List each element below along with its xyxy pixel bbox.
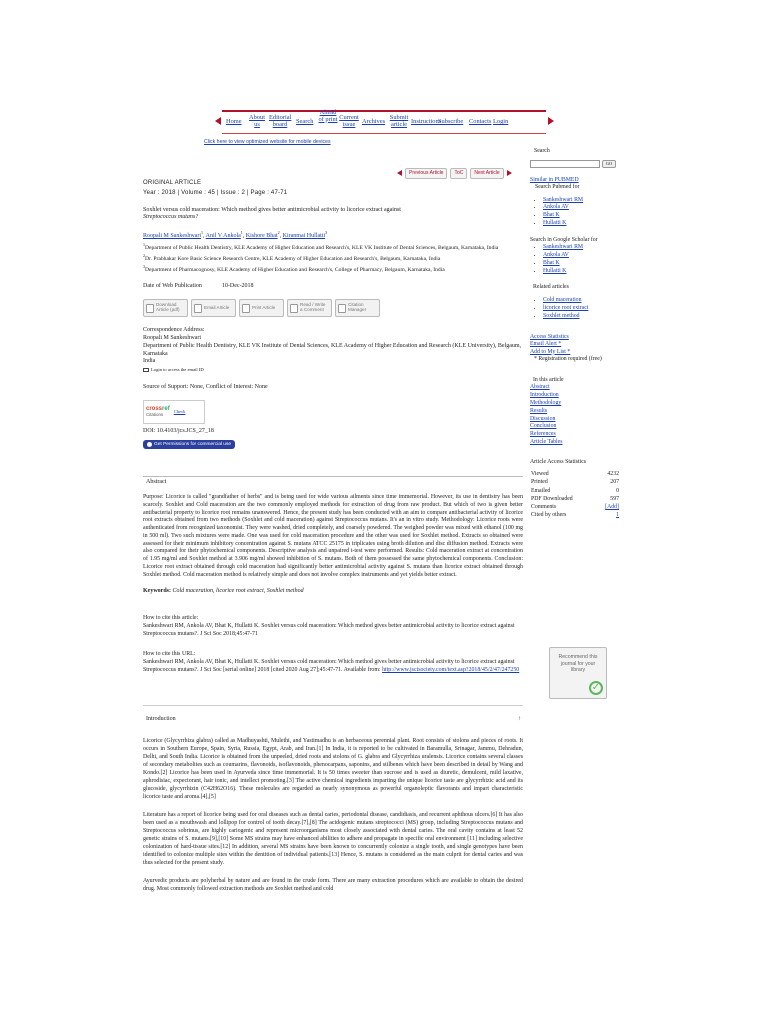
article-navigation bbox=[397, 168, 512, 179]
nav-item-contacts[interactable]: Contacts bbox=[469, 118, 492, 125]
nav-right-arrow-icon bbox=[548, 117, 554, 125]
search-row bbox=[530, 160, 630, 168]
affiliation-list bbox=[143, 242, 523, 274]
related-articles-label: Related articles bbox=[533, 283, 569, 290]
pubmed-author[interactable] bbox=[543, 197, 630, 205]
next-article-button[interactable]: Next Article bbox=[470, 168, 503, 179]
author-sup: 1 bbox=[240, 230, 243, 236]
nav-item-archives[interactable]: Archives bbox=[362, 118, 386, 125]
access-statistics-link[interactable]: Access Statistics bbox=[530, 333, 569, 340]
stats-row bbox=[530, 503, 620, 511]
doi: DOI: 10.4103/jcs.JCS_27_18 bbox=[143, 427, 214, 434]
toc-link[interactable]: Introduction bbox=[530, 392, 559, 399]
author-list: Roopali M Sankeshwari$^1$, Anil V Ankola$^1$, Kishore Bhat$^2$, Kiranmai Hullatti$^3$ bbox=[143, 230, 328, 240]
cite-url-label: How to cite this URL: bbox=[143, 651, 196, 658]
scholar-author[interactable] bbox=[543, 244, 630, 252]
pubmed-label: Search Pubmed for bbox=[535, 184, 580, 191]
right-sidebar bbox=[530, 148, 630, 519]
next-arrow-icon bbox=[507, 170, 512, 176]
support-statement: Source of Support: None, Conflict of Interest: None bbox=[143, 384, 268, 391]
scholar-author-link[interactable]: Ankola AV bbox=[543, 252, 569, 259]
tool-label: Download Article (pdf) bbox=[156, 302, 180, 313]
toc-link[interactable]: Discussion bbox=[530, 415, 556, 422]
related-article[interactable] bbox=[543, 305, 630, 313]
keywords-row bbox=[143, 588, 523, 596]
stats-row bbox=[530, 487, 620, 495]
top-navigation bbox=[222, 110, 546, 134]
add-to-list-link[interactable]: Add to My List * bbox=[530, 348, 571, 355]
mobile-site-link[interactable]: Click here to view optimized website for mobile devices bbox=[204, 139, 331, 145]
stats-row bbox=[530, 478, 620, 486]
cite-label: How to cite this article: bbox=[143, 615, 199, 622]
toc-link[interactable]: Conclusion bbox=[530, 423, 557, 430]
toc-button[interactable]: ToC bbox=[450, 168, 467, 179]
affiliation-sup: 1 bbox=[143, 241, 145, 247]
get-permissions-button[interactable] bbox=[143, 440, 235, 449]
correspondence-label: Correspondence Address: bbox=[143, 327, 205, 334]
email-icon bbox=[194, 304, 202, 313]
publication-date: 10-Dec-2018 bbox=[221, 283, 254, 290]
toc-link[interactable]: Article Tables bbox=[530, 438, 563, 445]
scholar-author-link[interactable]: Bhat K bbox=[543, 260, 560, 266]
toc-link[interactable]: Methodology bbox=[530, 399, 562, 406]
recommend-text: Recommend this journal for your library bbox=[558, 654, 598, 673]
article-type: ORIGINAL ARTICLE bbox=[143, 180, 202, 186]
affiliation-sup: 3 bbox=[143, 264, 145, 270]
article-header bbox=[143, 180, 523, 451]
pubmed-author-link[interactable]: Bhat K bbox=[543, 212, 560, 219]
pubmed-author[interactable] bbox=[543, 212, 630, 220]
title-italic: Streptococcus mutans? bbox=[143, 214, 199, 221]
pubmed-author[interactable] bbox=[543, 220, 630, 228]
author-sup: 1 bbox=[201, 230, 203, 236]
stats-value: 4232 bbox=[607, 471, 619, 478]
scholar-author[interactable] bbox=[543, 260, 630, 268]
nav-item-about-us[interactable]: About us bbox=[249, 114, 265, 128]
author-link[interactable]: Kiranmai Hullatti bbox=[282, 233, 326, 240]
tool-button[interactable] bbox=[335, 299, 380, 317]
recommend-journal-box[interactable] bbox=[549, 647, 607, 699]
search-go-button[interactable]: GO bbox=[602, 160, 616, 168]
scholar-author[interactable] bbox=[543, 268, 630, 276]
in-this-article-list bbox=[530, 384, 630, 447]
pubmed-author-link[interactable]: Ankola AV bbox=[543, 204, 569, 211]
pubmed-author[interactable] bbox=[543, 204, 630, 212]
previous-article-button[interactable]: Previous Article bbox=[405, 168, 447, 179]
download-icon bbox=[146, 304, 154, 313]
author-link[interactable]: Roopali M Sankeshwari bbox=[143, 233, 201, 240]
stats-value: 0 bbox=[616, 487, 619, 494]
scholar-author[interactable] bbox=[543, 252, 630, 260]
publication-date-row bbox=[143, 283, 523, 291]
tool-button[interactable] bbox=[287, 299, 332, 317]
correspondence-name: Roopali M Sankeshwari bbox=[143, 334, 201, 341]
correspondence-address: Department of Public Health Dentistry, KLE VK Institute of Dental Sciences, KLE Academy of Higher Education and Research (KLE University), Belgaum, Karnataka bbox=[143, 342, 522, 357]
correspondence-block bbox=[143, 327, 523, 373]
permissions-icon bbox=[147, 442, 152, 447]
article-stats-label: Article Access Statistics bbox=[530, 458, 587, 465]
stats-label: Viewed bbox=[531, 471, 549, 478]
envelope-icon bbox=[143, 368, 149, 372]
related-article-link[interactable]: Soxhlet method bbox=[543, 312, 580, 319]
stats-label: Comments bbox=[531, 503, 557, 510]
toc-link[interactable]: Results bbox=[530, 407, 548, 414]
stats-label: PDF Downloaded bbox=[531, 495, 573, 502]
article-meta: Year : 2018 | Volume : 45 | Issue : 2 | Page : 47-71 bbox=[143, 189, 288, 196]
intro-paragraph-3: Ayurvedic products are polyherbal by nature and are found in the crude form. There are many extraction procedures which are available to obtain the desired drug. Most commonly followed extraction methods are Soxhlet method and cold bbox=[143, 877, 523, 892]
related-article-list bbox=[543, 297, 630, 320]
cite-text: Sankeshwari RM, Ankola AV, Bhat K, Hullatti K. Soxhlet versus cold maceration: Which method gives better antimicrobial activity to licorice extract against Streptococcus mutans?. J Sci Soc 2018;45:47-71 bbox=[143, 623, 515, 638]
scholar-author-link[interactable]: Hullatti K bbox=[543, 267, 567, 274]
keywords-label: Keywords: bbox=[143, 587, 171, 594]
nav-item-home[interactable]: Home bbox=[226, 118, 242, 125]
nav-item-search[interactable]: Search bbox=[296, 118, 314, 125]
related-article[interactable] bbox=[543, 313, 630, 321]
login-email-row[interactable] bbox=[143, 367, 523, 373]
nav-item-current-issue[interactable]: Current issue bbox=[339, 114, 359, 128]
stats-value: 597 bbox=[610, 495, 619, 502]
tool-label: Citation Manager bbox=[348, 302, 367, 313]
stats-row bbox=[530, 511, 620, 519]
scholar-label: Search in Google Scholar for bbox=[530, 236, 598, 243]
related-article[interactable] bbox=[543, 297, 630, 305]
crossref-logo-icon: crossref Citations bbox=[146, 405, 170, 417]
affiliation-text: Dr. Prabhakar Kore Basic Science Research Centre, KLE Academy of Higher Education and Research's, Belgaum, Karnataka, India bbox=[145, 255, 441, 262]
tool-button[interactable] bbox=[239, 299, 284, 317]
affiliation bbox=[143, 253, 523, 263]
nav-item-ahead-of-print[interactable]: Ahead of print bbox=[318, 109, 338, 123]
article-tools bbox=[143, 299, 523, 317]
abstract-section bbox=[143, 476, 523, 893]
citation-icon bbox=[338, 304, 346, 313]
author-link[interactable]: Anil V Ankola bbox=[205, 233, 241, 240]
tool-label: Email Article bbox=[204, 304, 230, 310]
intro-paragraph-1: Licorice (Glycyrrhiza glabra) called as Madhuyashti, Mulethi, and Yastimadhu is an herbaceous perennial plant. Root consists of stolons and pieces of roots. It occurs in Southern Europe, Spain, Syria, Russia, Egypt, Arab, and Iran.[1] In India, it is reported to be cultivated in Baramulla, Srinagar, Jammu, Dehradun, Delhi, and South India. Licorice is obtained from the unpeeled, dried roots and stolons of G. glabra and Glycyrrhiza uralensis. Licorice contains several classes of secondary metabolites such as coumarins, flavonoids, isoflavonoids, phenocarpans, saponins, and stilbenes which have been described in detail by Wang and Kondo.[2] Licorice has been used in Ayurveda since time immemorial. It is 50 times sweeter than sucrose and is used as diuretic, demulcent, mild laxative, aphrodisiac, expectorant, hair tonic, and intellect promoting.[3] The active chemical ingredients imparting the unique licorice taste are glycyrrhizic acid and its glucoside, glycyrrhizin (C42H62O16). These molecules are regarded as nearly synonymous as powerful organoleptic flavorants and impart characteristic licorice taste and aroma.[4],[5] bbox=[143, 738, 523, 800]
prev-arrow-icon bbox=[397, 170, 402, 176]
introduction-heading-row bbox=[143, 705, 523, 724]
cite-url-link[interactable]: http://www.jscisociety.com/text.asp?2018/45/2/47/247250 bbox=[382, 667, 520, 674]
publication-date-label: Date of Web Publication bbox=[143, 283, 202, 290]
nav-item-submit-article[interactable]: Submit article bbox=[389, 114, 409, 128]
related-article-link[interactable]: licorice root extract bbox=[543, 304, 589, 311]
stats-value[interactable]: [Add] bbox=[605, 503, 619, 510]
intro-paragraph-2: Literature has a report of licorice being used for oral diseases such as dental caries, periodontal disease, candidiasis, and recurrent aphthous ulcers.[6] It has also been used as a mouthwash and lollipop for control of tooth decay.[7],[8] The acidogenic mutans streptococci (MS) group, including Streptococcus mutans and Streptococcus sobrinus, are highly cariogenic and represent microorganisms most closely associated with dental caries. The oral cavity contains at least 52 genetic strains of S. mutans.[9],[10] Some MS strains may have enhanced abilities to adhere and propagate in specific oral environment [11] including selective colonization of hard-tissue sites.[12] In addition, several MS strains have been known to concurrently colonize a single tooth, and single genotypes have been identified to colonize multiple sites within the dentition of individual patients.[13] Hence, S. mutans is considered as the main culprit for dental caries and was thus selected for the present study. bbox=[143, 811, 523, 866]
stats-row bbox=[530, 470, 620, 478]
permissions-label: Get Permissions for commercial use bbox=[154, 441, 232, 447]
pubmed-author-link[interactable]: Hullatti K bbox=[543, 220, 567, 227]
stats-label: Emailed bbox=[531, 487, 551, 494]
stats-value[interactable]: 1 bbox=[616, 511, 619, 518]
cite-article bbox=[143, 615, 523, 639]
toc-link[interactable]: Abstract bbox=[530, 384, 550, 391]
article-title bbox=[143, 207, 523, 223]
nav-left-arrow-icon bbox=[215, 117, 221, 125]
crossref-citations: Citations bbox=[146, 411, 164, 417]
affiliation-text: Department of Pharmacognosy, KLE Academy of Higher Education and Research's, College of Pharmacy, Belgaum, Karnataka, India bbox=[145, 267, 445, 274]
tool-label: Read / Write a Comment bbox=[300, 302, 326, 313]
stats-row bbox=[530, 495, 620, 503]
crossref-check-link[interactable]: Check bbox=[173, 408, 186, 414]
toc-link[interactable]: References bbox=[530, 431, 556, 438]
pubmed-author-link[interactable]: Sankeshwari RM bbox=[543, 196, 584, 203]
introduction-heading: Introduction bbox=[146, 716, 176, 723]
affiliation-text: Department of Public Health Dentistry, KLE Academy of Higher Education and Research's, KLE VK Institute of Dental Sciences, Belgaum, Karnataka, India bbox=[145, 244, 499, 251]
print-icon bbox=[242, 304, 250, 313]
affiliation bbox=[143, 242, 523, 252]
author-link[interactable]: Kishore Bhat bbox=[245, 233, 278, 240]
search-input[interactable] bbox=[530, 160, 600, 168]
crossref-badge[interactable] bbox=[143, 400, 205, 424]
correspondence-country: India bbox=[143, 358, 156, 365]
tool-label: Print Article bbox=[252, 304, 276, 310]
comment-icon bbox=[290, 304, 298, 313]
nav-item-editorial-board[interactable]: Editorial board bbox=[269, 114, 292, 128]
related-article-link[interactable]: Cold maceration bbox=[543, 297, 582, 304]
similar-pubmed-link[interactable]: Similar in PUBMED bbox=[530, 176, 579, 183]
search-label: Search bbox=[534, 148, 550, 154]
stats-label: Cited by others bbox=[531, 511, 567, 518]
checkmark-icon: ✓ bbox=[589, 681, 603, 695]
registration-note: * Registration required (free) bbox=[534, 356, 602, 363]
in-this-article-label: In this article bbox=[533, 376, 564, 383]
stats-value: 207 bbox=[610, 479, 619, 486]
article-stats-table bbox=[530, 470, 620, 519]
cite-url-text: Sankeshwari RM, Ankola AV, Bhat K, Hullatti K. Soxhlet versus cold maceration: Which method gives better antimicrobial activity to licorice extract against Streptococcus mutans?. J Sci Soc [serial online] 2018 [cited 2020 Aug 27];45:47-71. Available from: bbox=[143, 659, 515, 674]
author-sup: 3 bbox=[325, 230, 328, 236]
cite-url bbox=[143, 651, 523, 675]
login-email-link[interactable]: Login to access the email ID bbox=[151, 367, 204, 373]
author-sup: 2 bbox=[277, 230, 280, 236]
email-alert-link[interactable]: Email Alert * bbox=[530, 341, 562, 348]
scholar-author-link[interactable]: Sankeshwari RM bbox=[543, 244, 584, 251]
title-text: Soxhlet versus cold maceration: Which method gives better antimicrobial activity to licorice extract against bbox=[143, 206, 401, 213]
scholar-author-list bbox=[543, 244, 630, 275]
abstract-text: Purpose: Licorice is called "grandfather of herbs" and is being used for wide various ailments since time immemorial. However, its use in dentistry has been scarcely. Soxhlet and Cold maceration are the two commonly employed methods for extraction of drug from raw product. But which of two is given better antibacterial property to licorice root remains unanswered. Hence, the present study has been conducted with an aim to compare antibacterial activity of licorice root extracts obtained from two methods (Soxhlet and cold maceration) against Streptococcus mutans. It's an in vitro study. Methodology: Licorice roots were authenticated from recognized taxonomist. They were washed, dried completely, and coarsely powdered. The weighed powder was mixed with ethanol (100 mg in 500 ml). Two such mixtures were made. One was used for cold maceration procedure and the other was used for Soxhlet method. Extracts so obtained were assessed for their minimum inhibitory concentration against S. mutans ATCC 25175 in triplicates using broth dilution and disc diffusion method. Extracts were also compared for their phytochemical components. Descriptive analysis and unpaired t-test were performed. Results: Cold maceration extract at concentration of 1.95 mg/ml and Soxhlet method at 3.906 mg/ml showed inhibition of S. mutans. Both of them possessed the same phytochemical components. Conclusion: Licorice root extract obtained through cold maceration had significantly better antimicrobial activity against S. mutans than licorice extract obtained through Soxhlet method. Cold maceration method is relatively simple and does not involve complex instruments and yet yields better extract. bbox=[143, 494, 523, 578]
abstract-heading: Abstract bbox=[146, 479, 167, 485]
keywords-text: Cold maceration, licorice root extract, Soxhlet method bbox=[172, 587, 304, 594]
nav-item-instructions[interactable]: Instructions bbox=[411, 118, 442, 125]
tool-button[interactable] bbox=[191, 299, 236, 317]
nav-item-subscribe[interactable]: Subscribe bbox=[438, 118, 464, 125]
affiliation-sup: 2 bbox=[143, 253, 145, 259]
tool-button[interactable] bbox=[143, 299, 188, 317]
stats-label: Printed bbox=[531, 479, 548, 486]
pubmed-author-list bbox=[543, 197, 630, 228]
nav-item-login[interactable]: Login bbox=[493, 118, 509, 125]
affiliation bbox=[143, 264, 523, 274]
top-arrow-icon[interactable]: ↑ bbox=[518, 716, 521, 723]
